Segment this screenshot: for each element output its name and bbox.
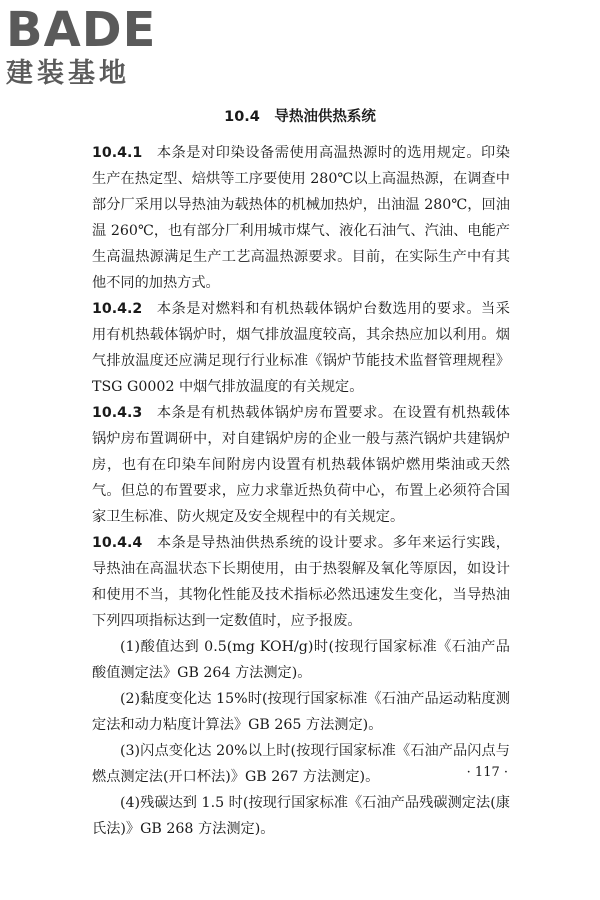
list-item: (2)黏度变化达 15%时(按现行国家标准《石油产品运动粘度测定法和动力粘度计算法》GB 265 方法测定)。: [92, 691, 510, 733]
clause-number: 10.4.1: [92, 145, 143, 161]
clause-10-4-1: [92, 140, 510, 296]
clause-10-4-3: [92, 400, 510, 530]
clause-10-4-4: [92, 530, 510, 634]
clause-text: 本条是有机热载体锅炉房布置要求。在设置有机热载体锅炉房布置调研中，对自建锅炉房的企业一般与蒸汽锅炉共建锅炉房，也有在印染车间附房内设置有机热载体锅炉燃用柴油或天然气。但总的布置要求，应力求靠近热负荷中心，布置上必须符合国家卫生标准、防火规定及安全规程中的有关规定。: [92, 405, 510, 525]
list-item: (1)酸值达到 0.5(mg KOH/g)时(按现行国家标准《石油产品酸值测定法》GB 264 方法测定)。: [92, 639, 510, 681]
list-item: (4)残碳达到 1.5 时(按现行国家标准《石油产品残碳测定法(康氏法)》GB 268 方法测定)。: [92, 795, 510, 837]
list-item: (3)闪点变化达 20%以上时(按现行国家标准《石油产品闪点与燃点测定法(开口杯法)》GB 267 方法测定)。: [92, 743, 510, 785]
logo: [6, 4, 178, 90]
logo-wordmark: BADE: [6, 2, 157, 58]
body-text: [92, 140, 510, 842]
section-title: 10.4 导热油供热系统: [224, 109, 376, 125]
logo-subtitle: 建装基地: [6, 58, 130, 89]
clause-number: 10.4.2: [92, 301, 143, 317]
clause-10-4-2: [92, 296, 510, 400]
page-number: · 117 ·: [466, 765, 508, 780]
clause-number: 10.4.4: [92, 535, 143, 551]
clause-text: 本条是对印染设备需使用高温热源时的选用规定。印染生产在热定型、焙烘等工序要使用 280℃以上高温热源，在调查中部分厂采用以导热油为载热体的机械加热炉，出油温 280℃，回油温 260℃，也有部分厂利用城市煤气、液化石油气、汽油、电能产生高温热源满足生产工艺高温热源要求。目前，在实际生产中有其他不同的加热方式。: [92, 145, 510, 291]
clause-text: 本条是对燃料和有机热载体锅炉台数选用的要求。当采用有机热载体锅炉时，烟气排放温度较高，其余热应加以利用。烟气排放温度还应满足现行行业标准《锅炉节能技术监督管理规程》TSG G0002 中烟气排放温度的有关规定。: [92, 301, 510, 395]
clause-number: 10.4.3: [92, 405, 143, 421]
clause-text: 本条是导热油供热系统的设计要求。多年来运行实践，导热油在高温状态下长期使用，由于热裂解及氧化等原因，如设计和使用不当，其物化性能及技术指标必然迅速发生变化，当导热油下列四项指标达到一定数值时，应予报废。: [92, 535, 510, 629]
